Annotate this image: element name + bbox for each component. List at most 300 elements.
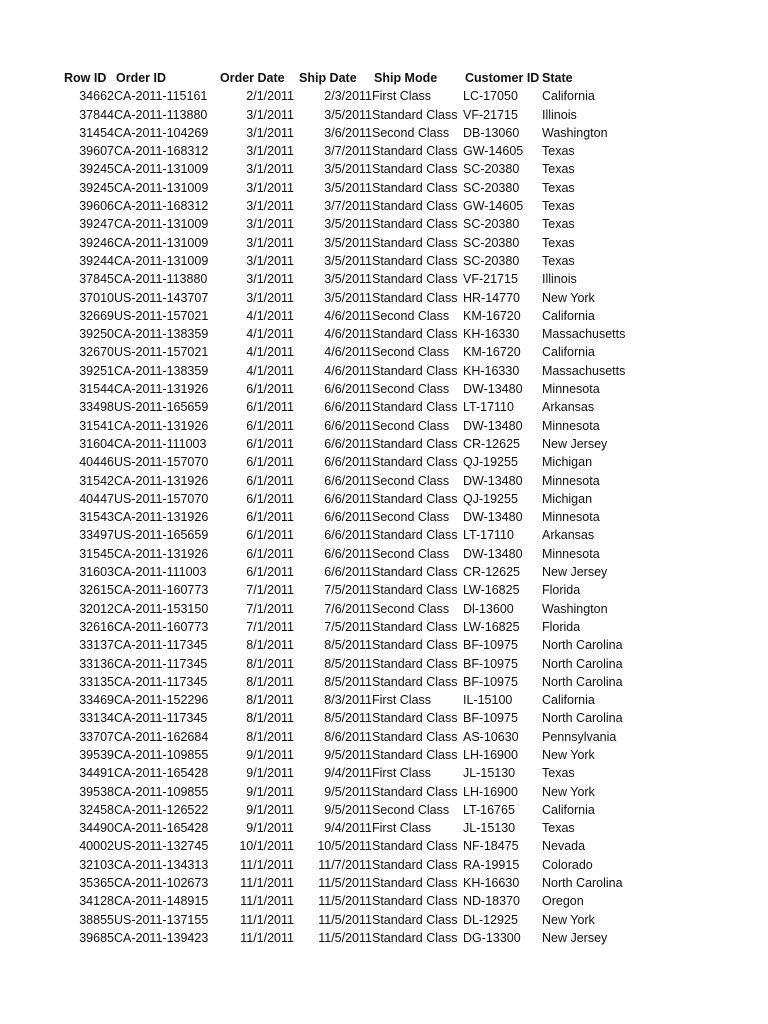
cell-state: New York	[542, 747, 595, 762]
cell-order-date: 11/1/2011	[240, 876, 294, 891]
cell-ship-date: 3/5/2011	[324, 217, 372, 232]
table-row	[60, 362, 652, 380]
cell-row-id: 40447	[79, 491, 114, 506]
cell-order-id: CA-2011-102673	[114, 876, 209, 891]
cell-ship-date: 6/6/2011	[324, 473, 372, 488]
cell-ship-mode: Standard Class	[372, 894, 458, 909]
cell-order-id: US-2011-137155	[114, 912, 209, 927]
cell-state: California	[542, 89, 595, 104]
cell-row-id: 32669	[79, 308, 114, 323]
cell-ship-mode: Standard Class	[372, 217, 458, 232]
cell-state: Minnesota	[542, 473, 600, 488]
cell-order-date: 6/1/2011	[246, 491, 294, 506]
cell-ship-date: 10/5/2011	[317, 839, 372, 854]
header-order-id: Order ID	[116, 71, 167, 85]
cell-ship-date: 9/5/2011	[324, 802, 372, 817]
cell-customer-id: LT-17110	[463, 400, 514, 415]
cell-order-id: CA-2011-104269	[114, 125, 209, 140]
cell-ship-mode: Standard Class	[372, 747, 458, 762]
cell-state: Minnesota	[542, 418, 600, 433]
cell-state: Washington	[542, 125, 608, 140]
cell-customer-id: SC-20380	[463, 253, 520, 268]
cell-row-id: 31543	[79, 510, 114, 525]
table-row	[60, 728, 652, 746]
cell-ship-mode: Standard Class	[372, 619, 458, 634]
table-row	[60, 911, 652, 929]
cell-ship-date: 3/5/2011	[324, 235, 372, 250]
cell-order-date: 8/1/2011	[246, 674, 294, 689]
cell-order-id: CA-2011-131009	[114, 162, 209, 177]
cell-state: New York	[542, 784, 595, 799]
table-row	[60, 929, 652, 947]
cell-state: Nevada	[542, 839, 586, 854]
cell-ship-date: 3/6/2011	[324, 125, 372, 140]
cell-state: Washington	[542, 601, 608, 616]
table-header	[60, 69, 652, 87]
cell-ship-date: 6/6/2011	[324, 400, 372, 415]
cell-ship-date: 8/3/2011	[324, 693, 372, 708]
cell-ship-mode: Second Class	[372, 473, 450, 488]
table-row	[60, 691, 652, 709]
cell-row-id: 34490	[79, 821, 114, 836]
cell-row-id: 31454	[79, 125, 114, 140]
cell-ship-mode: Standard Class	[372, 436, 458, 451]
cell-ship-mode: Standard Class	[372, 235, 458, 250]
table-row	[60, 545, 652, 563]
cell-order-date: 4/1/2011	[246, 363, 294, 378]
table-row	[60, 819, 652, 837]
cell-order-id: CA-2011-139423	[114, 930, 209, 945]
cell-order-date: 4/1/2011	[246, 327, 294, 342]
cell-order-date: 9/1/2011	[246, 766, 294, 781]
cell-ship-mode: Standard Class	[372, 729, 458, 744]
cell-ship-date: 11/5/2011	[318, 876, 372, 891]
table-row	[60, 179, 652, 197]
cell-order-id: US-2011-157070	[114, 491, 209, 506]
cell-row-id: 37010	[79, 290, 114, 305]
cell-state: Texas	[542, 821, 575, 836]
cell-ship-mode: Standard Class	[372, 857, 458, 872]
cell-customer-id: HR-14770	[463, 290, 520, 305]
cell-order-date: 6/1/2011	[246, 528, 294, 543]
cell-state: New York	[542, 912, 595, 927]
table-row	[60, 380, 652, 398]
cell-row-id: 39606	[79, 199, 114, 214]
cell-ship-date: 6/6/2011	[324, 565, 372, 580]
cell-ship-date: 9/5/2011	[324, 747, 372, 762]
cell-customer-id: Dl-13600	[463, 601, 514, 616]
table-row	[60, 526, 652, 544]
cell-ship-mode: Second Class	[372, 601, 450, 616]
cell-row-id: 39245	[79, 180, 114, 195]
cell-ship-date: 7/5/2011	[324, 583, 372, 598]
cell-row-id: 40446	[79, 455, 114, 470]
cell-order-id: CA-2011-109855	[114, 747, 209, 762]
cell-row-id: 33134	[79, 711, 114, 726]
cell-ship-mode: Standard Class	[372, 180, 458, 195]
cell-order-date: 8/1/2011	[246, 711, 294, 726]
cell-ship-mode: Standard Class	[372, 784, 458, 799]
cell-order-date: 6/1/2011	[246, 382, 294, 397]
cell-order-date: 3/1/2011	[246, 162, 294, 177]
cell-customer-id: JL-15130	[463, 821, 516, 836]
cell-order-id: CA-2011-138359	[114, 327, 209, 342]
cell-customer-id: DL-12925	[463, 912, 518, 927]
cell-order-id: CA-2011-138359	[114, 363, 209, 378]
cell-ship-mode: Second Class	[372, 802, 450, 817]
cell-order-id: US-2011-165659	[114, 400, 209, 415]
cell-ship-date: 6/6/2011	[324, 418, 372, 433]
table-row	[60, 252, 652, 270]
cell-ship-date: 6/6/2011	[324, 491, 372, 506]
cell-ship-date: 3/5/2011	[324, 290, 372, 305]
table-row	[60, 563, 652, 581]
cell-state: North Carolina	[542, 638, 623, 653]
cell-customer-id: DG-13300	[463, 930, 521, 945]
cell-order-id: CA-2011-168312	[114, 199, 209, 214]
cell-ship-mode: Standard Class	[372, 491, 458, 506]
cell-order-id: CA-2011-148915	[114, 894, 209, 909]
cell-state: Illinois	[542, 107, 577, 122]
cell-row-id: 33136	[79, 656, 114, 671]
cell-customer-id: SC-20380	[463, 180, 520, 195]
table-row	[60, 343, 652, 361]
header-order-date: Order Date	[220, 71, 285, 85]
table-row	[60, 783, 652, 801]
cell-row-id: 33135	[79, 674, 114, 689]
table-row	[60, 636, 652, 654]
cell-ship-date: 2/3/2011	[324, 89, 372, 104]
header-ship-date: Ship Date	[299, 71, 357, 85]
cell-row-id: 39247	[79, 217, 114, 232]
cell-ship-mode: Standard Class	[372, 711, 458, 726]
cell-order-date: 6/1/2011	[246, 418, 294, 433]
cell-ship-mode: First Class	[372, 89, 432, 104]
cell-order-date: 8/1/2011	[246, 729, 294, 744]
cell-row-id: 39685	[79, 930, 114, 945]
cell-state: North Carolina	[542, 656, 623, 671]
cell-order-date: 7/1/2011	[246, 601, 294, 616]
table-row	[60, 197, 652, 215]
table-row	[60, 764, 652, 782]
cell-ship-date: 8/5/2011	[324, 711, 372, 726]
cell-order-id: CA-2011-117345	[114, 638, 208, 653]
cell-customer-id: VF-21715	[463, 272, 518, 287]
cell-ship-mode: First Class	[372, 766, 432, 781]
cell-row-id: 32012	[79, 601, 114, 616]
cell-row-id: 32615	[79, 583, 114, 598]
cell-state: Arkansas	[542, 528, 595, 543]
cell-customer-id: LW-16825	[463, 619, 520, 634]
cell-order-id: CA-2011-131926	[114, 473, 209, 488]
cell-ship-mode: Standard Class	[372, 199, 458, 214]
cell-order-date: 10/1/2011	[239, 839, 294, 854]
cell-order-date: 11/1/2011	[240, 912, 294, 927]
cell-customer-id: BF-10975	[463, 711, 518, 726]
cell-ship-date: 9/4/2011	[324, 821, 372, 836]
cell-row-id: 39244	[79, 253, 114, 268]
cell-state: New York	[542, 290, 595, 305]
cell-order-date: 11/1/2011	[240, 930, 294, 945]
cell-row-id: 38855	[79, 912, 114, 927]
cell-customer-id: DW-13480	[463, 382, 523, 397]
cell-order-date: 6/1/2011	[246, 400, 294, 415]
cell-ship-date: 9/5/2011	[324, 784, 372, 799]
cell-ship-date: 7/5/2011	[324, 619, 372, 634]
cell-state: North Carolina	[542, 711, 623, 726]
cell-ship-date: 8/6/2011	[324, 729, 372, 744]
table-row	[60, 87, 652, 105]
cell-row-id: 34662	[79, 89, 114, 104]
table-row	[60, 874, 652, 892]
cell-customer-id: CR-12625	[463, 565, 520, 580]
cell-order-date: 3/1/2011	[246, 272, 294, 287]
cell-state: Illinois	[542, 272, 577, 287]
cell-ship-mode: Standard Class	[372, 162, 458, 177]
cell-order-id: CA-2011-131926	[114, 382, 209, 397]
header-row-id: Row ID	[64, 71, 107, 85]
cell-order-id: CA-2011-160773	[114, 583, 209, 598]
cell-customer-id: KM-16720	[463, 308, 521, 323]
cell-order-id: CA-2011-113880	[114, 107, 208, 122]
cell-ship-date: 11/5/2011	[318, 894, 372, 909]
table-row	[60, 856, 652, 874]
cell-order-id: CA-2011-126522	[114, 802, 209, 817]
cell-row-id: 39246	[79, 235, 114, 250]
cell-customer-id: BF-10975	[463, 674, 518, 689]
cell-row-id: 31603	[79, 565, 114, 580]
cell-ship-mode: Standard Class	[372, 839, 458, 854]
cell-ship-mode: Standard Class	[372, 107, 458, 122]
cell-order-id: CA-2011-131926	[114, 418, 209, 433]
cell-row-id: 31604	[79, 436, 114, 451]
cell-ship-mode: Standard Class	[372, 674, 458, 689]
table-row	[60, 270, 652, 288]
cell-order-id: CA-2011-115161	[114, 89, 208, 104]
cell-state: North Carolina	[542, 876, 623, 891]
table-row	[60, 892, 652, 910]
cell-ship-mode: Standard Class	[372, 253, 458, 268]
cell-ship-mode: Standard Class	[372, 930, 458, 945]
cell-ship-mode: Standard Class	[372, 656, 458, 671]
cell-state: Minnesota	[542, 382, 600, 397]
table-row	[60, 124, 652, 142]
cell-customer-id: RA-19915	[463, 857, 520, 872]
cell-state: Colorado	[542, 857, 593, 872]
cell-ship-date: 8/5/2011	[324, 656, 372, 671]
cell-ship-mode: Standard Class	[372, 565, 458, 580]
cell-ship-date: 4/6/2011	[324, 308, 372, 323]
cell-ship-mode: Standard Class	[372, 400, 458, 415]
cell-state: Texas	[542, 766, 575, 781]
cell-customer-id: LH-16900	[463, 747, 518, 762]
cell-ship-mode: Standard Class	[372, 912, 458, 927]
cell-order-id: US-2011-157070	[114, 455, 209, 470]
cell-customer-id: GW-14605	[463, 144, 524, 159]
table-row	[60, 508, 652, 526]
cell-customer-id: DW-13480	[463, 473, 523, 488]
cell-ship-mode: Second Class	[372, 546, 450, 561]
cell-state: Michigan	[542, 491, 593, 506]
cell-row-id: 31542	[79, 473, 114, 488]
cell-customer-id: JL-15130	[463, 766, 516, 781]
cell-row-id: 33497	[79, 528, 114, 543]
table-row	[60, 472, 652, 490]
cell-ship-mode: Standard Class	[372, 638, 458, 653]
cell-state: Texas	[542, 199, 575, 214]
cell-ship-date: 6/6/2011	[324, 510, 372, 525]
cell-ship-mode: Standard Class	[372, 272, 458, 287]
cell-ship-date: 3/5/2011	[324, 253, 372, 268]
cell-customer-id: BF-10975	[463, 638, 518, 653]
cell-customer-id: GW-14605	[463, 199, 524, 214]
cell-order-id: CA-2011-111003	[114, 565, 207, 580]
cell-row-id: 34491	[79, 766, 114, 781]
cell-order-date: 3/1/2011	[246, 253, 294, 268]
cell-row-id: 34128	[79, 894, 114, 909]
cell-customer-id: SC-20380	[463, 162, 520, 177]
cell-ship-date: 4/6/2011	[324, 345, 372, 360]
cell-customer-id: QJ-19255	[463, 455, 518, 470]
cell-customer-id: NF-18475	[463, 839, 519, 854]
cell-ship-mode: Second Class	[372, 510, 450, 525]
cell-order-id: CA-2011-113880	[114, 272, 208, 287]
cell-order-date: 8/1/2011	[246, 638, 294, 653]
cell-row-id: 39250	[79, 327, 114, 342]
header-state: State	[542, 71, 573, 85]
cell-ship-mode: Standard Class	[372, 876, 458, 891]
cell-order-date: 8/1/2011	[246, 656, 294, 671]
table-row	[60, 490, 652, 508]
cell-order-date: 3/1/2011	[246, 125, 294, 140]
cell-order-date: 7/1/2011	[246, 619, 294, 634]
cell-state: Massachusetts	[542, 327, 626, 342]
cell-order-id: CA-2011-131009	[114, 253, 209, 268]
cell-state: Minnesota	[542, 546, 600, 561]
cell-state: Florida	[542, 619, 581, 634]
cell-row-id: 35365	[79, 876, 114, 891]
orders-table	[60, 69, 652, 947]
table-body	[60, 87, 652, 947]
cell-row-id: 32616	[79, 619, 114, 634]
cell-ship-mode: Standard Class	[372, 290, 458, 305]
cell-customer-id: LW-16825	[463, 583, 520, 598]
cell-order-date: 3/1/2011	[246, 107, 294, 122]
cell-state: Texas	[542, 144, 575, 159]
table-row	[60, 746, 652, 764]
cell-row-id: 39607	[79, 144, 114, 159]
cell-customer-id: DW-13480	[463, 510, 523, 525]
cell-order-id: CA-2011-117345	[114, 711, 208, 726]
cell-order-id: CA-2011-109855	[114, 784, 209, 799]
cell-order-date: 6/1/2011	[246, 436, 294, 451]
cell-ship-mode: Standard Class	[372, 528, 458, 543]
cell-customer-id: KH-16630	[463, 876, 520, 891]
cell-order-id: CA-2011-117345	[114, 656, 208, 671]
table-row	[60, 417, 652, 435]
table-row	[60, 435, 652, 453]
cell-ship-mode: Second Class	[372, 308, 450, 323]
cell-state: Texas	[542, 180, 575, 195]
cell-order-date: 9/1/2011	[246, 821, 294, 836]
cell-order-id: CA-2011-153150	[114, 601, 209, 616]
cell-order-date: 9/1/2011	[246, 802, 294, 817]
cell-order-id: CA-2011-168312	[114, 144, 209, 159]
cell-order-date: 8/1/2011	[246, 693, 294, 708]
cell-customer-id: ND-18370	[463, 894, 520, 909]
cell-ship-date: 11/5/2011	[318, 930, 372, 945]
cell-customer-id: AS-10630	[463, 729, 519, 744]
header-customer-id: Customer ID	[465, 71, 540, 85]
cell-ship-date: 11/7/2011	[318, 857, 372, 872]
cell-ship-date: 6/6/2011	[324, 436, 372, 451]
table-row	[60, 655, 652, 673]
table-row	[60, 289, 652, 307]
cell-order-date: 4/1/2011	[246, 308, 294, 323]
table-row	[60, 307, 652, 325]
cell-state: New Jersey	[542, 930, 608, 945]
cell-order-id: CA-2011-131926	[114, 510, 209, 525]
cell-order-id: CA-2011-165428	[114, 766, 209, 781]
cell-row-id: 33137	[79, 638, 114, 653]
cell-row-id: 39245	[79, 162, 114, 177]
table-row	[60, 234, 652, 252]
table-row	[60, 106, 652, 124]
cell-customer-id: BF-10975	[463, 656, 518, 671]
cell-order-id: CA-2011-131009	[114, 235, 209, 250]
cell-ship-mode: Standard Class	[372, 144, 458, 159]
cell-customer-id: VF-21715	[463, 107, 518, 122]
cell-order-id: US-2011-157021	[114, 308, 209, 323]
cell-row-id: 37845	[79, 272, 114, 287]
table-row	[60, 673, 652, 691]
cell-order-date: 3/1/2011	[246, 144, 294, 159]
cell-ship-mode: Second Class	[372, 345, 450, 360]
cell-customer-id: KH-16330	[463, 327, 520, 342]
cell-state: North Carolina	[542, 674, 623, 689]
cell-row-id: 39539	[79, 747, 114, 762]
cell-customer-id: LT-16765	[463, 802, 515, 817]
cell-customer-id: SC-20380	[463, 235, 520, 250]
cell-state: Massachusetts	[542, 363, 626, 378]
cell-order-id: CA-2011-131009	[114, 180, 209, 195]
cell-order-date: 3/1/2011	[246, 235, 294, 250]
cell-order-id: CA-2011-162684	[114, 729, 209, 744]
cell-row-id: 40002	[79, 839, 114, 854]
cell-customer-id: IL-15100	[463, 693, 513, 708]
cell-row-id: 37844	[79, 107, 114, 122]
cell-ship-date: 6/6/2011	[324, 455, 372, 470]
cell-ship-mode: First Class	[372, 693, 432, 708]
cell-row-id: 31545	[79, 546, 114, 561]
cell-order-id: CA-2011-117345	[114, 674, 208, 689]
cell-order-date: 6/1/2011	[246, 546, 294, 561]
cell-order-date: 11/1/2011	[240, 857, 294, 872]
cell-order-date: 7/1/2011	[246, 583, 294, 598]
cell-order-date: 3/1/2011	[246, 217, 294, 232]
cell-row-id: 31544	[79, 382, 114, 397]
cell-ship-date: 7/6/2011	[324, 601, 372, 616]
cell-state: Oregon	[542, 894, 584, 909]
cell-customer-id: SC-20380	[463, 217, 520, 232]
cell-ship-mode: First Class	[372, 821, 432, 836]
cell-state: New Jersey	[542, 565, 608, 580]
table-row	[60, 142, 652, 160]
cell-order-id: CA-2011-131009	[114, 217, 209, 232]
cell-order-date: 3/1/2011	[246, 199, 294, 214]
cell-order-id: CA-2011-160773	[114, 619, 209, 634]
cell-row-id: 39251	[79, 363, 114, 378]
